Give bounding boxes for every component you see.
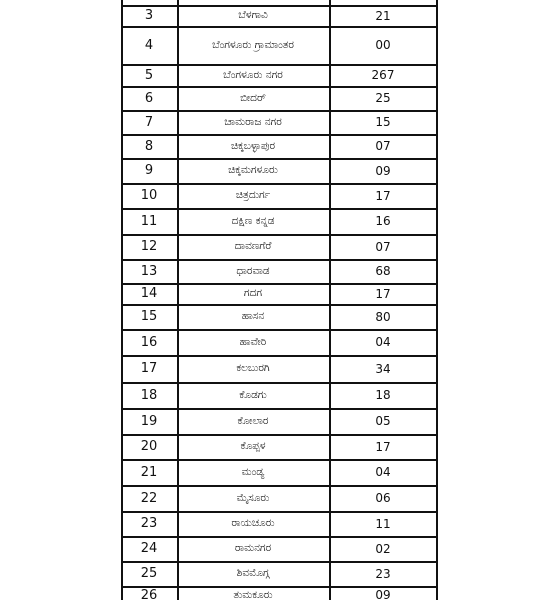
row-border [121, 459, 438, 461]
table-row [121, 183, 437, 208]
case-count-cell: 04 [375, 335, 391, 349]
table-row [121, 561, 437, 586]
row-border [121, 26, 438, 28]
serial-number-cell: 16 [140, 334, 158, 350]
district-name-cell: ರಾಯಚೂರು [231, 517, 275, 530]
serial-number-cell: 7 [144, 114, 154, 130]
serial-number-cell: 12 [140, 239, 158, 254]
district-name-cell: ಚಾಮರಾಜ ನಗರ [224, 115, 282, 128]
case-count-cell: 23 [375, 566, 391, 581]
column-border [121, 0, 123, 600]
district-name-cell: ಚಿಕ್ಕಬಳ್ಳಾಪುರ [230, 139, 276, 152]
case-count-cell: 02 [375, 541, 391, 556]
district-name-cell: ಬೆಳಗಾವಿ [238, 9, 268, 22]
district-name-cell: ದಕ್ಷಿಣ ಕನ್ನಡ [231, 214, 275, 227]
table-row [121, 485, 437, 511]
case-count-cell: 16 [375, 214, 391, 228]
row-border [121, 208, 438, 210]
row-border [121, 86, 438, 88]
case-count-cell: 00 [375, 38, 391, 52]
case-count-cell: 17 [375, 439, 391, 454]
row-border [121, 329, 438, 331]
table-row [121, 26, 437, 64]
serial-number-cell: 9 [144, 163, 154, 178]
table-row [121, 586, 437, 604]
case-count-cell: 17 [375, 188, 391, 203]
district-name-cell: ಕೊಪ್ಪಳ [240, 440, 266, 453]
district-name-cell: ಮೈಸೂರು [236, 491, 270, 504]
row-border [121, 134, 438, 136]
row-border [121, 5, 438, 7]
district-name-cell: ತುಮಕೂರು [233, 588, 273, 601]
district-name-cell: ಶಿವಮೊಗ್ಗ [236, 567, 270, 580]
serial-number-cell: 18 [140, 387, 158, 403]
row-border [121, 259, 438, 261]
case-count-cell: 25 [375, 91, 391, 105]
case-count-cell: 07 [375, 139, 391, 153]
serial-number-cell: 19 [140, 413, 158, 429]
serial-number-cell: 4 [144, 37, 154, 53]
row-border [121, 64, 438, 66]
case-count-cell: 05 [375, 414, 391, 428]
serial-number-cell: 25 [140, 566, 158, 581]
row-border [121, 485, 438, 487]
row-border [121, 158, 438, 160]
table-row [121, 355, 437, 382]
serial-number-cell: 17 [140, 361, 158, 376]
case-count-cell: 17 [375, 286, 391, 301]
case-count-cell: 06 [375, 491, 391, 505]
district-name-cell: ಧಾರವಾಡ [236, 264, 270, 277]
case-count-cell: 21 [375, 8, 391, 23]
row-border [121, 408, 438, 410]
serial-number-cell: 14 [140, 286, 158, 301]
row-border [121, 536, 438, 538]
district-name-cell: ದಾವಣಗೆರೆ [234, 240, 272, 253]
table-row [121, 329, 437, 355]
case-count-cell: 18 [375, 388, 391, 402]
district-name-cell: ಚಿಕ್ಕಮಗಳೂರು [228, 164, 278, 177]
serial-number-cell: 22 [140, 490, 158, 506]
table-row [121, 64, 437, 86]
serial-number-cell: 10 [140, 188, 158, 203]
case-count-cell: 80 [375, 309, 391, 324]
serial-number-cell: 24 [140, 541, 158, 556]
table-row [121, 408, 437, 434]
row-border [121, 234, 438, 236]
column-border [329, 0, 331, 600]
district-name-cell: ಕಲಬುರಗಿ [236, 362, 270, 375]
serial-number-cell: 11 [140, 213, 158, 229]
district-name-cell: ಮಂಡ್ಯ [241, 465, 265, 478]
case-count-cell: 15 [375, 115, 391, 129]
case-count-cell: 09 [375, 163, 391, 178]
column-border [177, 0, 179, 600]
row-border [121, 355, 438, 357]
serial-number-cell: 5 [144, 67, 154, 83]
row-border [121, 183, 438, 185]
serial-number-cell: 3 [144, 8, 154, 23]
table-row [121, 511, 437, 536]
row-border [121, 283, 438, 285]
row-border [121, 382, 438, 384]
row-border [121, 304, 438, 306]
table-row [121, 459, 437, 485]
table-row [121, 158, 437, 183]
serial-number-cell: 8 [144, 138, 154, 154]
table-row [121, 110, 437, 134]
serial-number-cell: 20 [140, 439, 158, 454]
case-count-cell: 11 [375, 516, 391, 531]
district-name-cell: ಹಾವೇರಿ [239, 335, 267, 348]
district-name-cell: ಕೋಲಾರ [237, 414, 269, 427]
table-row [121, 536, 437, 561]
district-name-cell: ಹಾಸನ [241, 310, 265, 323]
table-row [121, 234, 437, 259]
case-count-cell: 04 [375, 465, 391, 479]
table-row [121, 304, 437, 329]
case-count-cell: 09 [375, 588, 391, 602]
serial-number-cell: 21 [140, 464, 158, 480]
row-border [121, 586, 438, 588]
table-row [121, 283, 437, 304]
district-name-cell: ಚಿತ್ರದುರ್ಗ [235, 189, 271, 202]
table-row [121, 5, 437, 26]
case-count-cell: 07 [375, 239, 391, 254]
district-name-cell: ಗದಗ [243, 287, 263, 300]
column-border [436, 0, 438, 600]
row-border [121, 110, 438, 112]
serial-number-cell: 13 [140, 263, 158, 279]
case-count-cell: 34 [375, 361, 391, 376]
serial-number-cell: 26 [140, 587, 158, 603]
district-name-cell: ಬೀದರ್ [240, 91, 266, 104]
row-border [121, 561, 438, 563]
district-name-cell: ಬೆಂಗಳೂರು ಗ್ರಾಮಾಂತರ [212, 38, 294, 51]
table-row [121, 134, 437, 158]
case-count-cell: 267 [371, 68, 395, 82]
case-count-cell: 68 [375, 264, 391, 278]
row-border [121, 434, 438, 436]
district-name-cell: ಬೆಂಗಳೂರು ನಗರ [223, 68, 283, 81]
table-row [121, 259, 437, 283]
serial-number-cell: 15 [140, 309, 158, 324]
serial-number-cell: 6 [144, 90, 154, 106]
table-row [121, 86, 437, 110]
serial-number-cell: 23 [140, 516, 158, 531]
district-name-cell: ರಾಮನಗರ [234, 542, 272, 555]
table-row [121, 382, 437, 408]
table-row [121, 434, 437, 459]
table-row [121, 208, 437, 234]
row-border [121, 511, 438, 513]
district-name-cell: ಕೊಡಗು [239, 388, 267, 401]
